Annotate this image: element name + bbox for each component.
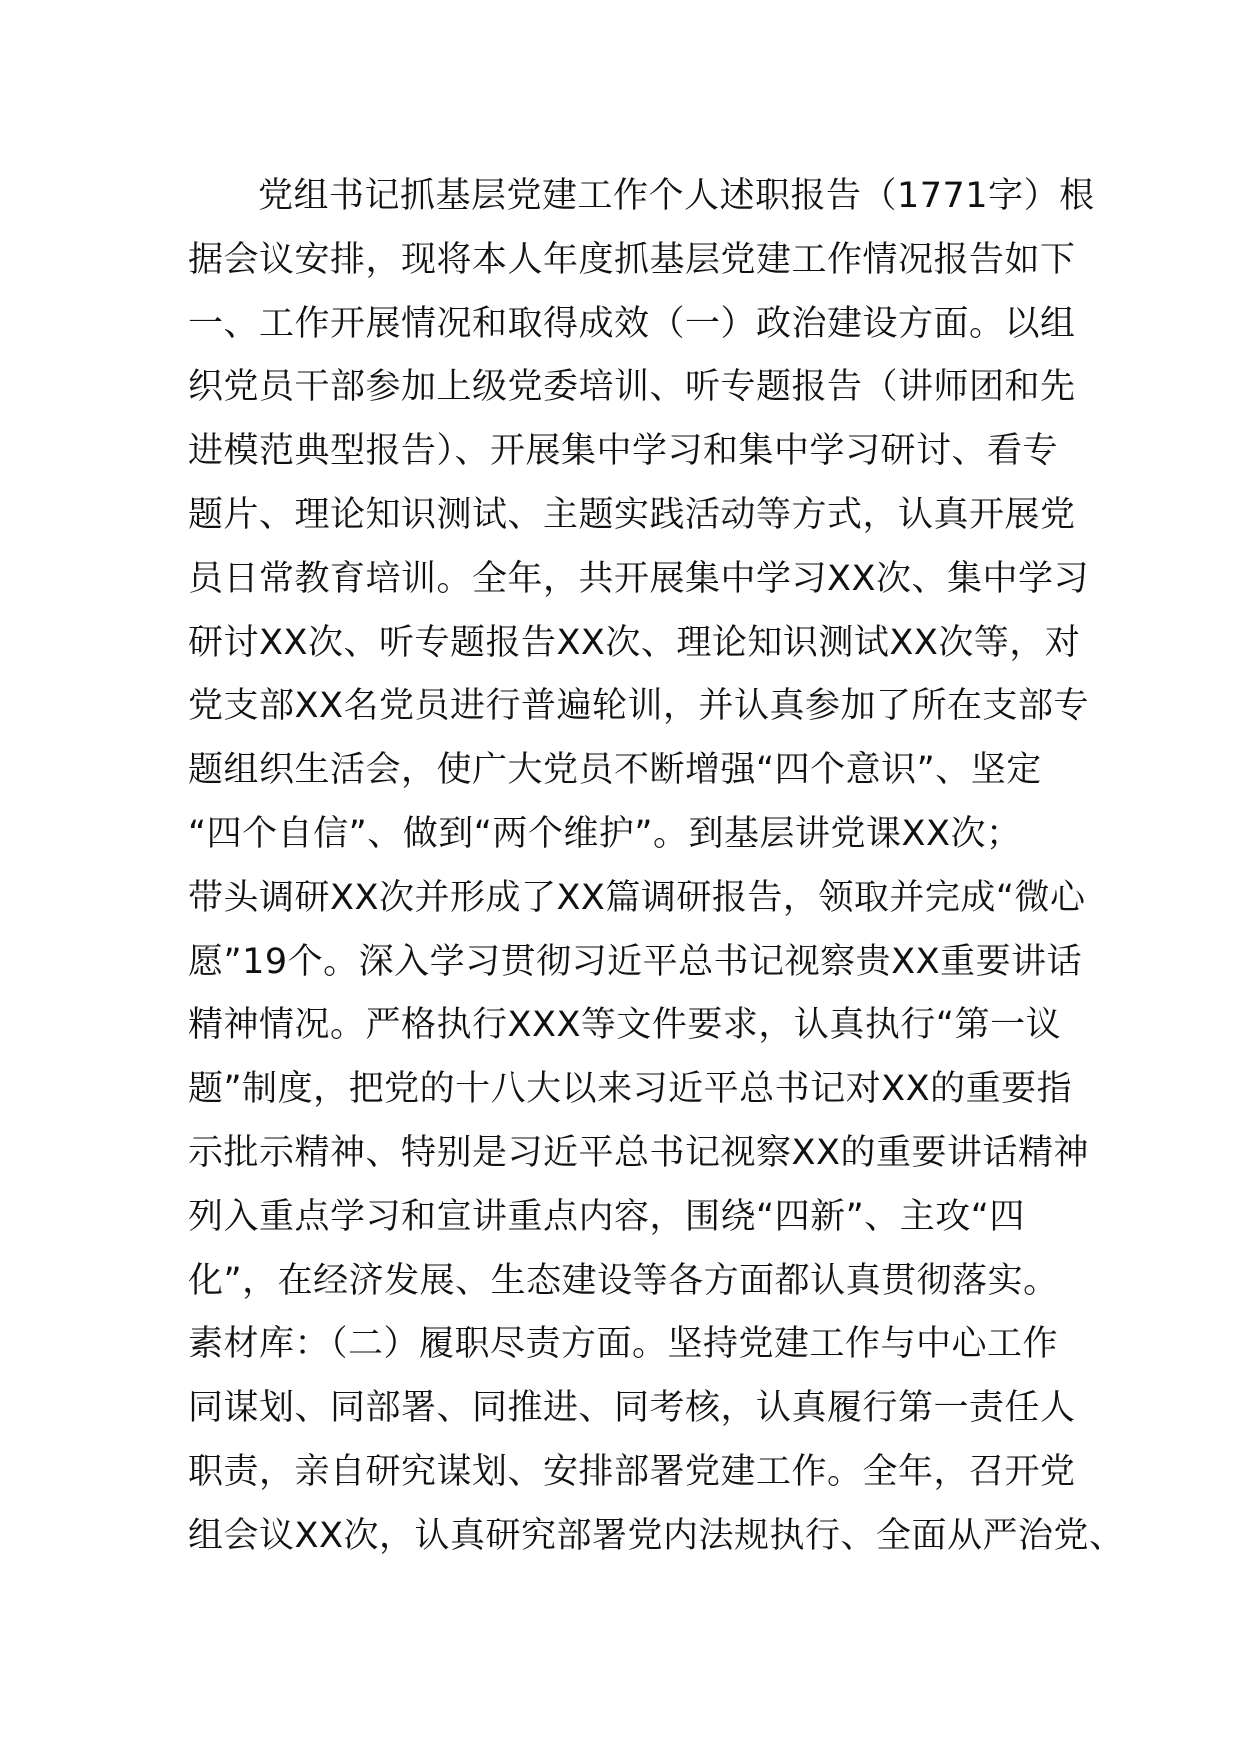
text-line-5: 进模范典型报告）、开展集中学习和集中学习研讨、看专 [188, 431, 1059, 472]
text-line-6: 题片、理论知识测试、主题实践活动等方式，认真开展党 [188, 494, 1076, 535]
text-line-15: 题”制度，把党的十八大以来习近平总书记对XX的重要指 [188, 1069, 1073, 1110]
text-line-11: “四个自信”、做到“两个维护”。到基层讲党课XX次； [188, 813, 1022, 854]
text-line-18: 化”，在经济发展、生态建设等各方面都认真贯彻落实。 [188, 1260, 1059, 1301]
text-line-12: 带头调研XX次并形成了XX篇调研报告，领取并完成“微心 [188, 877, 1086, 918]
text-line-2: 据会议安排，现将本人年度抓基层党建工作情况报告如下 [188, 239, 1076, 280]
text-line-17: 列入重点学习和宣讲重点内容，围绕“四新”、主攻“四 [188, 1196, 1025, 1237]
text-line-8: 研讨XX次、听专题报告XX次、理论知识测试XX次等，对 [188, 622, 1081, 663]
text-line-3: 一、工作开展情况和取得成效（一）政治建设方面。以组 [188, 303, 1076, 344]
text-line-10: 题组织生活会，使广大党员不断增强“四个意识”、坚定 [188, 750, 1042, 791]
text-line-7: 员日常教育培训。全年，共开展集中学习XX次、集中学习 [188, 558, 1089, 599]
text-line-20: 同谋划、同部署、同推进、同考核，认真履行第一责任人 [188, 1388, 1076, 1429]
text-line-19: 素材库：（二）履职尽责方面。坚持党建工作与中心工作 [188, 1324, 1059, 1365]
text-line-21: 职责，亲自研究谋划、安排部署党建工作。全年，召开党 [188, 1451, 1076, 1492]
report-body [188, 165, 1125, 1569]
text-line-1: 党组书记抓基层党建工作个人述职报告（1771字）根 [258, 176, 1095, 216]
text-line-16: 示批示精神、特别是习近平总书记视察XX的重要讲话精神 [188, 1132, 1089, 1173]
text-line-9: 党支部XX名党员进行普遍轮训，并认真参加了所在支部专 [188, 686, 1089, 727]
text-line-22: 组会议XX次，认真研究部署党内法规执行、全面从严治党、 [188, 1515, 1125, 1556]
text-line-13: 愿”19个。深入学习贯彻习近平总书记视察贵XX重要讲话 [188, 941, 1083, 982]
text-line-14: 精神情况。严格执行XXX等文件要求，认真执行“第一议 [188, 1005, 1062, 1046]
text-line-4: 织党员干部参加上级党委培训、听专题报告（讲师团和先 [188, 367, 1076, 408]
